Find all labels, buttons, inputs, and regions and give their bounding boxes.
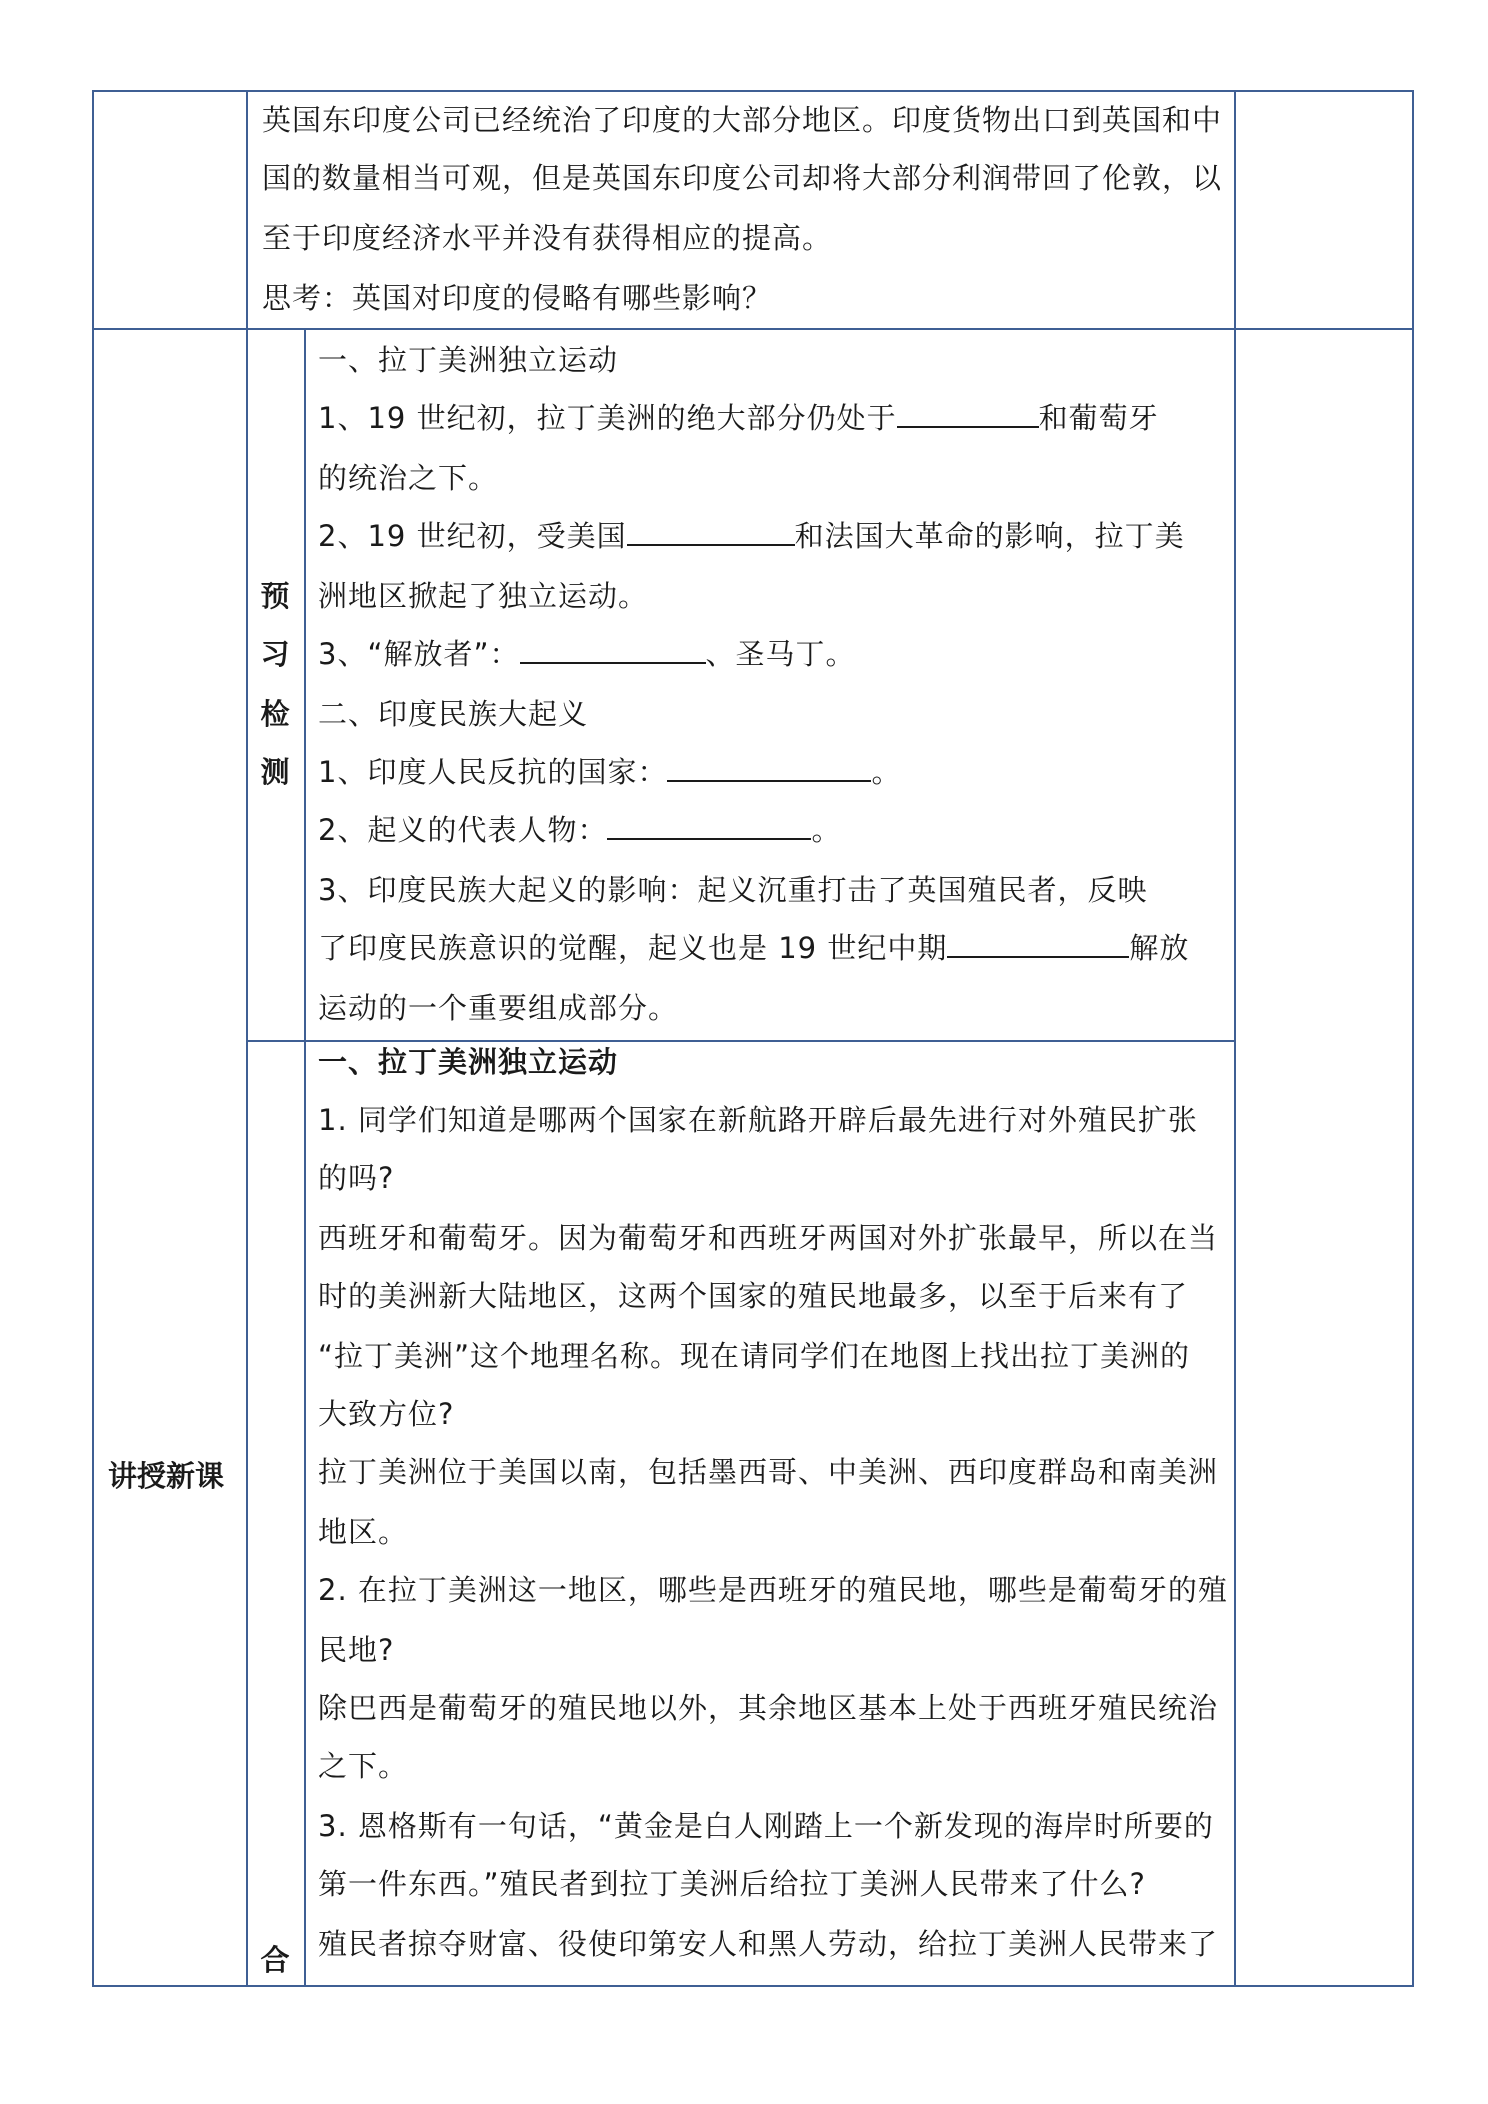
lesson-line: 民地? [318,1633,395,1667]
lesson-line: 殖民者掠夺财富、役使印第安人和黑人劳动，给拉丁美洲人民带来了 [318,1927,1219,1961]
preview-heading: 一、拉丁美洲独立运动 [318,343,619,377]
answer-blank[interactable] [520,636,706,664]
lesson-line: 1. 同学们知道是哪两个国家在新航路开辟后最先进行对外殖民扩张 [318,1103,1198,1137]
table-border-bottom [92,1985,1414,1987]
intro-question: 思考：英国对印度的侵略有哪些影响？ [262,281,773,315]
answer-blank[interactable] [897,400,1039,428]
lesson-line: “拉丁美洲”这个地理名称。现在请同学们在地图上找出拉丁美洲的 [318,1339,1191,1373]
answer-blank[interactable] [627,518,795,546]
preview-question-5 [318,810,841,850]
lesson-side-char: 合 [260,1943,290,1977]
preview-question-6-cont [318,928,1189,968]
preview-label-char: 预 [260,579,290,613]
lesson-line: 3. 恩格斯有一句话，“黄金是白人刚踏上一个新发现的海岸时所要的 [318,1809,1214,1843]
preview-question-6-cont: 运动的一个重要组成部分。 [318,991,679,1025]
column-divider-2 [1234,90,1236,1987]
preview-question-6: 3、印度民族大起义的影响：起义沉重打击了英国殖民者，反映 [318,873,1148,907]
table-border-left [92,90,94,1987]
lesson-line: 的吗? [318,1161,395,1195]
table-border-right [1412,90,1414,1987]
lesson-line: 第一件东西。”殖民者到拉丁美洲后给拉丁美洲人民带来了什么? [318,1867,1146,1901]
lesson-line: 西班牙和葡萄牙。因为葡萄牙和西班牙两国对外扩张最早，所以在当 [318,1221,1219,1255]
preview-question-2 [318,516,1185,556]
column-divider-1 [246,90,248,1987]
lesson-line: 时的美洲新大陆地区，这两个国家的殖民地最多，以至于后来有了 [318,1279,1189,1313]
lesson-heading: 一、拉丁美洲独立运动 [318,1045,619,1079]
intro-line: 至于印度经济水平并没有获得相应的提高。 [262,221,833,255]
question-text: 2、19 世纪初，受美国 [318,519,627,553]
lesson-line: 地区。 [318,1515,409,1549]
lesson-line: 拉丁美洲位于美国以南，包括墨西哥、中美洲、西印度群岛和南美洲 [318,1455,1219,1489]
question-text: 和法国大革命的影响，拉丁美 [794,519,1185,553]
preview-label-char: 测 [260,755,290,789]
intro-line: 英国东印度公司已经统治了印度的大部分地区。印度货物出口到英国和中 [262,103,1223,137]
answer-blank[interactable] [947,930,1129,958]
question-text: 1、印度人民反抗的国家： [318,755,668,789]
lesson-line: 2. 在拉丁美洲这一地区，哪些是西班牙的殖民地，哪些是葡萄牙的殖 [318,1573,1228,1607]
intro-line: 国的数量相当可观，但是英国东印度公司却将大部分利润带回了伦敦，以 [262,161,1223,195]
preview-label-char: 习 [260,637,290,671]
question-text: 2、起义的代表人物： [318,813,608,847]
question-text: 。 [871,755,902,789]
lesson-line: 除巴西是葡萄牙的殖民地以外，其余地区基本上处于西班牙殖民统治 [318,1691,1219,1725]
preview-question-1 [318,398,1159,438]
question-text: 了印度民族意识的觉醒，起义也是 19 世纪中期 [318,931,948,965]
question-text: 3、“解放者”： [318,637,520,671]
lesson-line: 大致方位? [318,1397,455,1431]
column-divider-side [304,328,306,1987]
question-text: 1、19 世纪初，拉丁美洲的绝大部分仍处于 [318,401,897,435]
preview-question-2-cont: 洲地区掀起了独立运动。 [318,579,649,613]
new-lesson-label: 讲授新课 [108,1459,225,1493]
preview-label-char: 检 [260,697,290,731]
preview-question-4 [318,752,901,792]
preview-heading: 二、印度民族大起义 [318,697,589,731]
preview-question-3 [318,634,856,674]
preview-question-1-cont: 的统治之下。 [318,461,499,495]
table-border-top [92,90,1414,92]
answer-blank[interactable] [667,754,871,782]
row-divider-1 [92,328,1414,330]
answer-blank[interactable] [607,812,811,840]
question-text: 、圣马丁。 [705,637,856,671]
question-text: 。 [811,813,842,847]
question-text: 解放 [1129,931,1190,965]
lesson-line: 之下。 [318,1749,409,1783]
question-text: 和葡萄牙 [1038,401,1159,435]
